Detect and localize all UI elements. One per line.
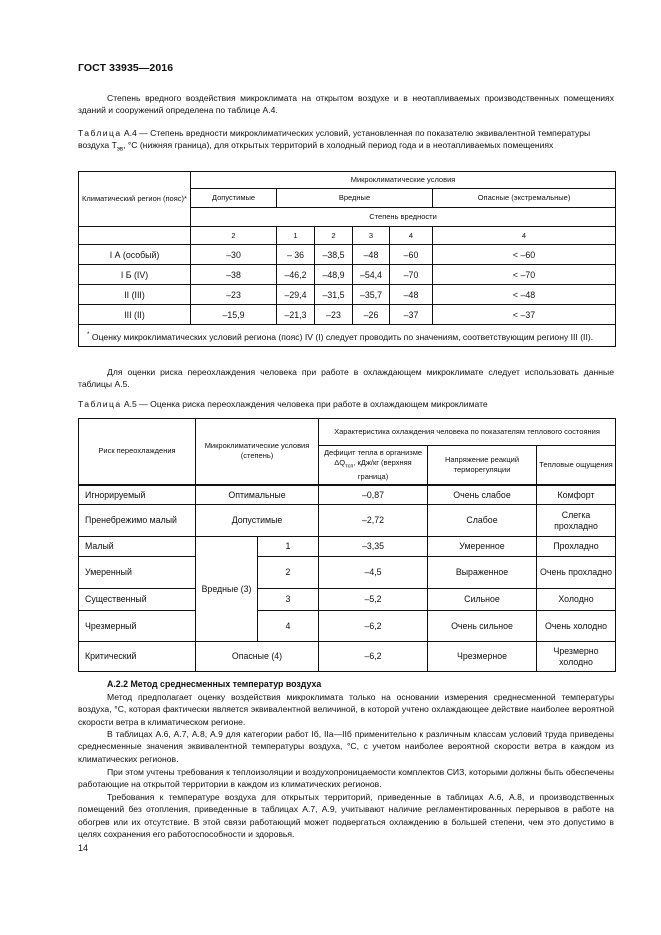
- tension-cell: Умеренное: [428, 537, 537, 557]
- value-cell: < –60: [433, 245, 616, 265]
- value-cell: –31,5: [315, 285, 353, 305]
- header-deficit-sub: тсп: [345, 463, 354, 470]
- value-cell: – 36: [277, 245, 315, 265]
- value-cell: –21,3: [277, 305, 315, 325]
- deficit-cell: –3,35: [319, 537, 428, 557]
- condition-cell: Опасные (4): [196, 642, 319, 672]
- page-number: 14: [78, 843, 89, 853]
- header-micro-conditions: Микроклиматические условия (степень): [196, 419, 319, 485]
- sensation-cell: Холодно: [537, 589, 616, 611]
- deficit-cell: –6,2: [319, 642, 428, 672]
- value-cell: –60: [390, 245, 433, 265]
- sensation-cell: Очень холодно: [537, 611, 616, 642]
- sensation-cell: Комфорт: [537, 485, 616, 505]
- tension-cell: Сильное: [428, 589, 537, 611]
- table-a4-note: [79, 325, 616, 347]
- deficit-cell: –0,87: [319, 485, 428, 505]
- value-cell: –35,7: [353, 285, 390, 305]
- table-row: [79, 485, 616, 505]
- degree-cell: 2: [258, 557, 319, 589]
- value-cell: < –70: [433, 265, 616, 285]
- condition-cell: Оптимальные: [196, 485, 319, 505]
- table-row: [79, 589, 616, 611]
- header-harmful: Вредные: [277, 189, 433, 208]
- section-paragraph-4: Требования к температуре воздуха для открытых территорий, приведенные в таблицах А.6, А.8, и производственных помещений без отопления, приведенные в таблицах А.7, А.9, учитывают наличие регламентированных перерывов в работе на обогрев или их отсутствие. В этой связи работающий может подвергаться охлаждению в большей степени, чем это допустимо в целях сохранения его работоспособности и здоровья.: [78, 792, 614, 839]
- degree-cell: 1: [277, 227, 315, 245]
- deficit-cell: –2,72: [319, 505, 428, 537]
- section-paragraph-1: Метод предполагает оценку воздействия микроклимата только на основании измерения среднесменной температуры воздуха, °С, которая фактически является эквивалентной величиной, в которой учтено охлаждающее действие наиболее вероятной скорости ветра в климатическом регионе.: [78, 692, 614, 727]
- table-a5-label: Таблица: [78, 399, 122, 409]
- value-cell: –38,5: [315, 245, 353, 265]
- table-a4: [78, 171, 616, 347]
- table-a4-caption-text: А.4 — Степень вредности микроклиматических условий, установленная по показателю эквивалентной температуры воздуха T: [78, 128, 591, 150]
- degree-spacer: [79, 227, 191, 245]
- region-cell: II (III): [79, 285, 191, 305]
- risk-cell: Малый: [79, 537, 196, 557]
- tension-cell: Выраженное: [428, 557, 537, 589]
- sensation-cell: Слегка прохладно: [537, 505, 616, 537]
- table-row: [79, 557, 616, 589]
- table-row: [79, 537, 616, 557]
- table-row: [79, 642, 616, 672]
- degree-cell: 4: [390, 227, 433, 245]
- table-row: [79, 505, 616, 537]
- condition-cell: Допустимые: [196, 505, 319, 537]
- harmful-condition-cell: Вредные (3): [196, 537, 258, 642]
- value-cell: –48: [353, 245, 390, 265]
- section-heading: А.2.2 Метод среднесменных температур воздуха: [107, 679, 322, 689]
- table-row: [79, 285, 616, 305]
- degree-cell: 1: [258, 537, 319, 557]
- value-cell: –29,4: [277, 285, 315, 305]
- header-deficit-text-end: , кДж/кг (верхняя граница): [353, 458, 412, 481]
- value-cell: < –48: [433, 285, 616, 305]
- value-cell: –70: [390, 265, 433, 285]
- document-header: ГОСТ 33935—2016: [78, 62, 174, 74]
- table-a4-caption-end: , °С (нижняя граница), для открытых территорий в холодный период года и в неотапливаемых помещениях: [123, 140, 554, 150]
- region-cell: III (II): [79, 305, 191, 325]
- risk-cell: Пренебрежимо малый: [79, 505, 196, 537]
- a5-intro-paragraph: Для оценки риска переохлаждения человека при работе в охлаждающем микроклимате следует использовать данные таблицы А.5.: [78, 367, 614, 390]
- header-tension: Напряжение реакций терморегуляции: [428, 446, 537, 485]
- header-characteristics: Характеристика охлаждения человека по показателям теплового состояния: [319, 419, 616, 446]
- note-text: Оценку микроклиматических условий региона (пояс) IV (I) следует проводить по значениям, соответствующим региону III (II).: [91, 331, 594, 342]
- degree-cell: 2: [315, 227, 353, 245]
- risk-cell: Существенный: [79, 589, 196, 611]
- tension-cell: Очень слабое: [428, 485, 537, 505]
- degree-cell: 3: [353, 227, 390, 245]
- deficit-cell: –4,5: [319, 557, 428, 589]
- header-risk: Риск переохлаждения: [79, 419, 196, 485]
- note-mark: *: [87, 331, 90, 338]
- table-row: [79, 265, 616, 285]
- value-cell: –38: [191, 265, 277, 285]
- region-cell: I А (особый): [79, 245, 191, 265]
- degree-cell: 4: [258, 611, 319, 642]
- header-micro-conditions: Микроклиматические условия: [191, 172, 616, 189]
- degree-cell: 2: [191, 227, 277, 245]
- table-a5: [78, 418, 616, 672]
- header-sensations: Тепловые ощущения: [537, 446, 616, 485]
- tension-cell: Очень сильное: [428, 611, 537, 642]
- table-a4-label: Таблица: [78, 128, 122, 138]
- table-a4-caption-sub: эв: [116, 146, 124, 153]
- risk-cell: Критический: [79, 642, 196, 672]
- header-deficit-text: Дефицит тепла в организме ΔQ: [323, 448, 423, 467]
- value-cell: –23: [315, 305, 353, 325]
- risk-cell: Чрезмерный: [79, 611, 196, 642]
- tension-cell: Слабое: [428, 505, 537, 537]
- header-dangerous: Опасные (экстремальные): [433, 189, 616, 208]
- header-degree: Степень вредности: [191, 208, 616, 227]
- value-cell: –23: [191, 285, 277, 305]
- sensation-cell: Прохладно: [537, 537, 616, 557]
- table-row: [79, 245, 616, 265]
- value-cell: –48,9: [315, 265, 353, 285]
- risk-cell: Умеренный: [79, 557, 196, 589]
- tension-cell: Чрезмерное: [428, 642, 537, 672]
- table-a4-caption: [78, 127, 614, 156]
- region-cell: I Б (IV): [79, 265, 191, 285]
- value-cell: < –37: [433, 305, 616, 325]
- sensation-cell: Чрезмерно холодно: [537, 642, 616, 672]
- section-paragraph-2: В таблицах А.6, А.7, А.8, А.9 для категории работ Iб, IIа—IIб применительно к различным классам условий труда приведены среднесменные значения эквивалентной температуры воздуха, °С, с учетом наиболее вероятной скорости ветра в каждом из климатических регионов.: [78, 729, 614, 764]
- table-row: [79, 611, 616, 642]
- table-a5-caption-text: А.5 — Оценка риска переохлаждения человека при работе в охлаждающем микроклимате: [123, 399, 488, 409]
- table-note-row: [79, 325, 616, 347]
- value-cell: –15,9: [191, 305, 277, 325]
- table-row: [79, 305, 616, 325]
- deficit-cell: –6,2: [319, 611, 428, 642]
- deficit-cell: –5,2: [319, 589, 428, 611]
- sensation-cell: Очень прохладно: [537, 557, 616, 589]
- section-paragraph-3: При этом учтены требования к теплоизоляции и воздухопроницаемости комплектов СИЗ, которыми должны быть обеспечены работающие на открытой территории в каждом из климатических регионов.: [78, 767, 614, 790]
- value-cell: –26: [353, 305, 390, 325]
- degree-cell: 3: [258, 589, 319, 611]
- risk-cell: Игнорируемый: [79, 485, 196, 505]
- degree-cell: 4: [433, 227, 616, 245]
- header-deficit: [319, 446, 428, 485]
- table-a5-caption: [78, 398, 614, 410]
- value-cell: –54,4: [353, 265, 390, 285]
- value-cell: –46,2: [277, 265, 315, 285]
- value-cell: –48: [390, 285, 433, 305]
- intro-paragraph: Степень вредного воздействия микроклимата на открытом воздухе и в неотапливаемых производственных помещениях зданий и сооружений определена по таблице А.4.: [78, 93, 614, 116]
- value-cell: –30: [191, 245, 277, 265]
- header-allowed: Допустимые: [191, 189, 277, 208]
- header-region: Климатический регион (пояс)*: [79, 172, 191, 227]
- value-cell: –37: [390, 305, 433, 325]
